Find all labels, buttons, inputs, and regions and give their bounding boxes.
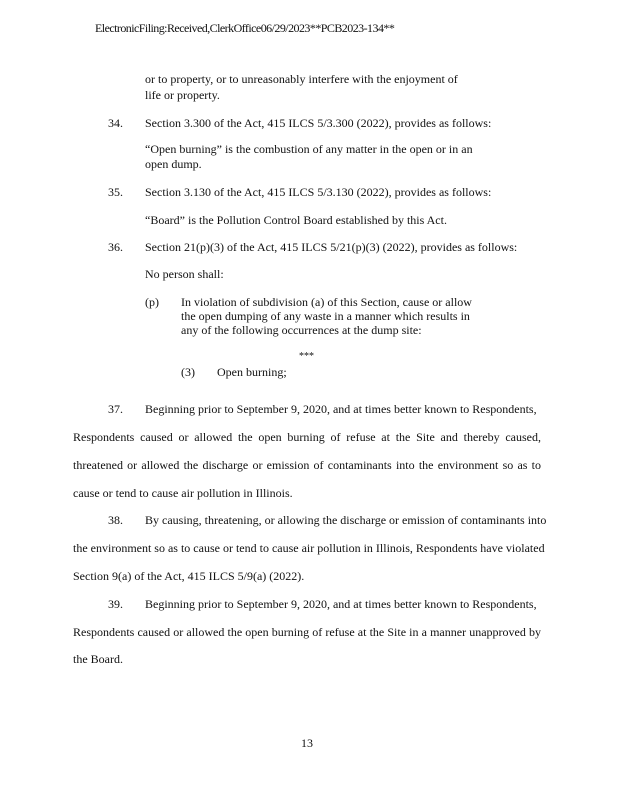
paragraph-number: 38. xyxy=(108,513,123,527)
paragraph-last-line: the Board. xyxy=(73,652,123,666)
paragraph-first-line: Beginning prior to September 9, 2020, and at times better known to Respondents, xyxy=(145,597,537,611)
quote-line: open dump. xyxy=(145,157,202,171)
paragraph-last-line: cause or tend to cause air pollution in Illinois. xyxy=(73,486,293,500)
paragraph-text: Section 3.300 of the Act, 415 ILCS 5/3.300 (2022), provides as follows: xyxy=(145,116,492,130)
paragraph-text: Section 21(p)(3) of the Act, 415 ILCS 5/21(p)(3) (2022), provides as follows: xyxy=(145,240,518,254)
subdivision-line: In violation of subdivision (a) of this Section, cause or allow xyxy=(181,295,472,309)
paragraph-line: threatened or allowed the discharge or emission of contaminants into the environment so as to xyxy=(73,458,541,472)
paragraph-first-line: Beginning prior to September 9, 2020, and at times better known to Respondents, xyxy=(145,402,537,416)
continuation-line: or to property, or to unreasonably interfere with the enjoyment of xyxy=(145,72,458,86)
paragraph-line: Respondents caused or allowed the open burning of refuse at the Site and thereby caused, xyxy=(73,430,541,444)
continuation-line: life or property. xyxy=(145,88,220,102)
subdivision-line: any of the following occurrences at the dump site: xyxy=(181,323,422,337)
omission-stars: *** xyxy=(299,351,314,362)
quote-line: “Board” is the Pollution Control Board established by this Act. xyxy=(145,213,447,227)
paragraph-line: Respondents caused or allowed the open burning of refuse at the Site in a manner unapproved by xyxy=(73,625,541,639)
paragraph-number: 39. xyxy=(108,597,123,611)
page-number: 13 xyxy=(301,736,313,750)
paragraph-number: 34. xyxy=(108,116,123,130)
paragraph-number: 36. xyxy=(108,240,123,254)
paragraph-text: Section 3.130 of the Act, 415 ILCS 5/3.130 (2022), provides as follows: xyxy=(145,185,492,199)
paragraph-line: the environment so as to cause or tend to cause air pollution in Illinois, Respondents have violated xyxy=(73,541,545,555)
subdivision-line: the open dumping of any waste in a manner which results in xyxy=(181,309,470,323)
item-number: (3) xyxy=(181,365,195,379)
item-text: Open burning; xyxy=(217,365,287,379)
paragraph-number: 35. xyxy=(108,185,123,199)
subdivision-label: (p) xyxy=(145,295,159,309)
paragraph-first-line: By causing, threatening, or allowing the discharge or emission of contaminants into xyxy=(145,513,547,527)
paragraph-number: 37. xyxy=(108,402,123,416)
filing-header: ElectronicFiling:Received,ClerkOffice06/29/2023**PCB2023-134** xyxy=(95,21,395,35)
paragraph-last-line: Section 9(a) of the Act, 415 ILCS 5/9(a) (2022). xyxy=(73,569,305,583)
quote-line: “Open burning” is the combustion of any matter in the open or in an xyxy=(145,142,473,156)
quote-intro: No person shall: xyxy=(145,267,224,281)
